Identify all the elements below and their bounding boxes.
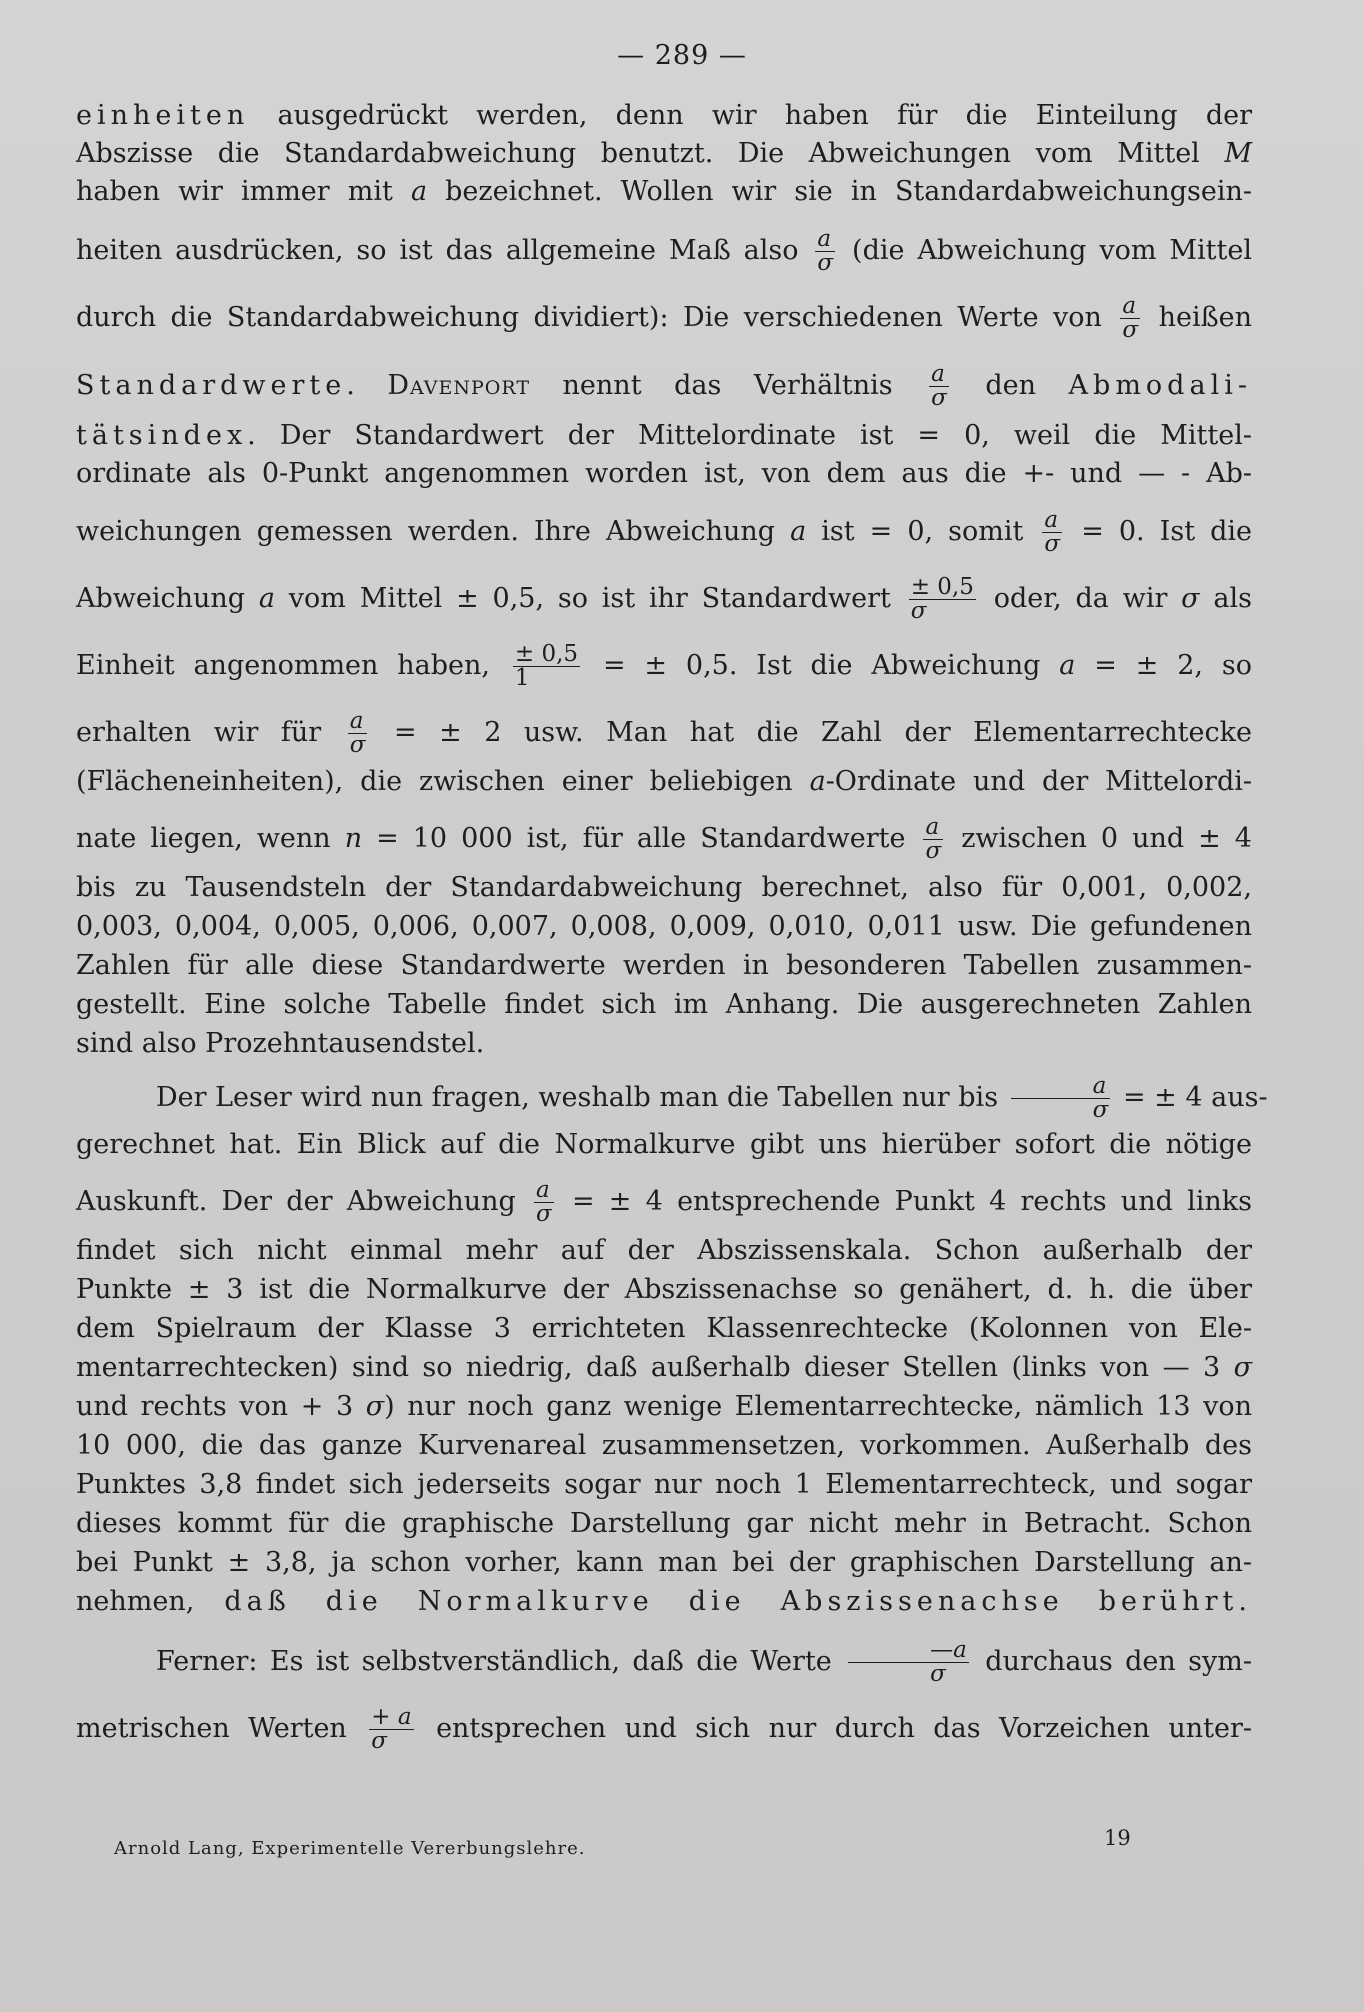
- text-line: findet sich nicht einmal mehr auf der Abszissenskala. Schon außerhalb der: [76, 1235, 1252, 1266]
- fraction-a-over-sigma: $\frac{a}{\sigma}$: [925, 814, 942, 864]
- text-line: sind also Prozehntausendstel.: [76, 1028, 485, 1059]
- fraction-a-over-sigma: $\frac{a}{\sigma}$: [1044, 507, 1061, 557]
- text-line: tätsindex. Der Standardwert der Mittelordinate ist = 0, weil die Mittel-: [76, 420, 1252, 451]
- text-line: nehmen, daß die Normalkurve die Abszissenachse berührt.: [76, 1586, 1252, 1617]
- spaced-term: Abmodali-: [1068, 370, 1252, 401]
- text-line: dieses kommt für die graphische Darstellung gar nicht mehr in Betracht. Schon: [76, 1508, 1252, 1539]
- fraction-pm05-over-sigma: $\frac{\pm 0,5}{\sigma}$: [910, 574, 974, 624]
- spaced-term: einheiten: [76, 100, 250, 131]
- text-line: 0,003, 0,004, 0,005, 0,006, 0,007, 0,008, 0,009, 0,010, 0,011 usw. Die gefundenen: [76, 911, 1252, 942]
- text-line: haben wir immer mit a bezeichnet. Wollen wir sie in Standardabweichungsein-: [76, 176, 1253, 207]
- spaced-term: tätsindex: [76, 420, 248, 451]
- footer-signature-mark: 19: [1104, 1826, 1131, 1850]
- fraction-a-over-sigma: $\frac{a}{\sigma}$: [1011, 1075, 1111, 1122]
- text-line: mentarrechtecken) sind so niedrig, daß außerhalb dieser Stellen (links von — 3 σ: [76, 1352, 1252, 1383]
- text-line: durch die Standardabweichung dividiert): Die verschiedenen Werte von $\frac{a}{\sigma}$ heißen: [76, 293, 1252, 343]
- text-line: Zahlen für alle diese Standardwerte werden in besonderen Tabellen zusammen-: [76, 950, 1252, 981]
- spaced-term: Standardwerte: [76, 370, 347, 401]
- author-name: Davenport: [387, 370, 531, 401]
- fraction-a-over-sigma: $\frac{a}{\sigma}$: [1122, 293, 1139, 343]
- text-line: gestellt. Eine solche Tabelle findet sich im Anhang. Die ausgerechneten Zahlen: [76, 989, 1252, 1020]
- text-line: heiten ausdrücken, so ist das allgemeine Maß also $\frac{a}{\sigma}$ (die Abweichung vom Mittel: [76, 226, 1252, 276]
- text-line: einheiten ausgedrückt werden, denn wir haben für die Einteilung der: [76, 100, 1252, 131]
- text-line: dem Spielraum der Klasse 3 errichteten Klassenrechtecke (Kolonnen von Ele-: [76, 1313, 1252, 1344]
- fraction-a-over-sigma: $\frac{a}{\sigma}$: [349, 708, 366, 758]
- fraction-neg-a-over-sigma: $\frac{—a}{\sigma}$: [848, 1639, 969, 1686]
- text-line: Der Leser wird nun fragen, weshalb man die Tabellen nur bis $\frac{a}{\sigma}$ = ± 4 aus-: [156, 1073, 1268, 1123]
- text-line: Standardwerte. Davenport nennt das Verhältnis $\frac{a}{\sigma}$ den Abmodali-: [76, 361, 1252, 411]
- text-line: bei Punkt ± 3,8, ja schon vorher, kann man bei der graphischen Darstellung an-: [76, 1547, 1252, 1578]
- page-number: — 289 —: [617, 40, 747, 71]
- fraction-pos-a-over-sigma: $\frac{+ a}{\sigma}$: [371, 1704, 412, 1754]
- text-line: Abweichung a vom Mittel ± 0,5, so ist ihr Standardwert $\frac{\pm 0,5}{\sigma}$ oder, da wir σ als: [76, 574, 1252, 624]
- text-line: Ferner: Es ist selbstverständlich, daß die Werte $\frac{—a}{\sigma}$ durchaus den sym-: [156, 1637, 1252, 1687]
- text-line: (Flächeneinheiten), die zwischen einer beliebigen a-Ordinate und der Mittelordi-: [76, 766, 1252, 797]
- text-line: Auskunft. Der der Abweichung $\frac{a}{\sigma}$ = ± 4 entsprechende Punkt 4 rechts und links: [76, 1177, 1252, 1227]
- text-line: weichungen gemessen werden. Ihre Abweichung a ist = 0, somit $\frac{a}{\sigma}$ = 0. Ist die: [76, 507, 1252, 557]
- fraction-a-over-sigma: $\frac{a}{\sigma}$: [931, 361, 947, 411]
- body-text: [76, 100, 1268, 1762]
- spaced-term: daß die Normalkurve die Abszissenachse berührt.: [224, 1586, 1252, 1617]
- text-line: Einheit angenommen haben, $\frac{\pm 0,5}{1}$ = ± 0,5. Ist die Abweichung a = ± 2, so: [76, 641, 1252, 691]
- text-line: und rechts von + 3 σ) nur noch ganz wenige Elementarrechtecke, nämlich 13 von: [76, 1391, 1252, 1422]
- text-line: erhalten wir für $\frac{a}{\sigma}$ = ± 2 usw. Man hat die Zahl der Elementarrechtecke: [76, 708, 1252, 758]
- footer-book-title: Arnold Lang, Experimentelle Vererbungslehre.: [114, 1838, 586, 1859]
- fraction-a-over-sigma: $\frac{a}{\sigma}$: [817, 226, 834, 276]
- text-line: gerechnet hat. Ein Blick auf die Normalkurve gibt uns hierüber sofort die nötige: [76, 1129, 1252, 1160]
- text-line: bis zu Tausendsteln der Standardabweichung berechnet, also für 0,001, 0,002,: [76, 872, 1252, 903]
- text-line: Punkte ± 3 ist die Normalkurve der Abszissenachse so genähert, d. h. die über: [76, 1274, 1252, 1305]
- text-line: ordinate als 0-Punkt angenommen worden ist, von dem aus die +- und — - Ab-: [76, 458, 1252, 489]
- text-line: nate liegen, wenn n = 10 000 ist, für alle Standardwerte $\frac{a}{\sigma}$ zwischen 0 und ± 4: [76, 814, 1252, 864]
- text-line: 10 000, die das ganze Kurvenareal zusammensetzen, vorkommen. Außerhalb des: [76, 1430, 1252, 1461]
- text-line: metrischen Werten $\frac{+ a}{\sigma}$ entsprechen und sich nur durch das Vorzeichen unter-: [76, 1704, 1252, 1754]
- text-line: Abszisse die Standardabweichung benutzt. Die Abweichungen vom Mittel M: [76, 138, 1252, 169]
- fraction-pm05-over-1: $\frac{\pm 0,5}{1}$: [514, 641, 579, 691]
- text-line: Punktes 3,8 findet sich jederseits sogar nur noch 1 Elementarrechteck, und sogar: [76, 1469, 1252, 1500]
- fraction-a-over-sigma: $\frac{a}{\sigma}$: [536, 1177, 552, 1227]
